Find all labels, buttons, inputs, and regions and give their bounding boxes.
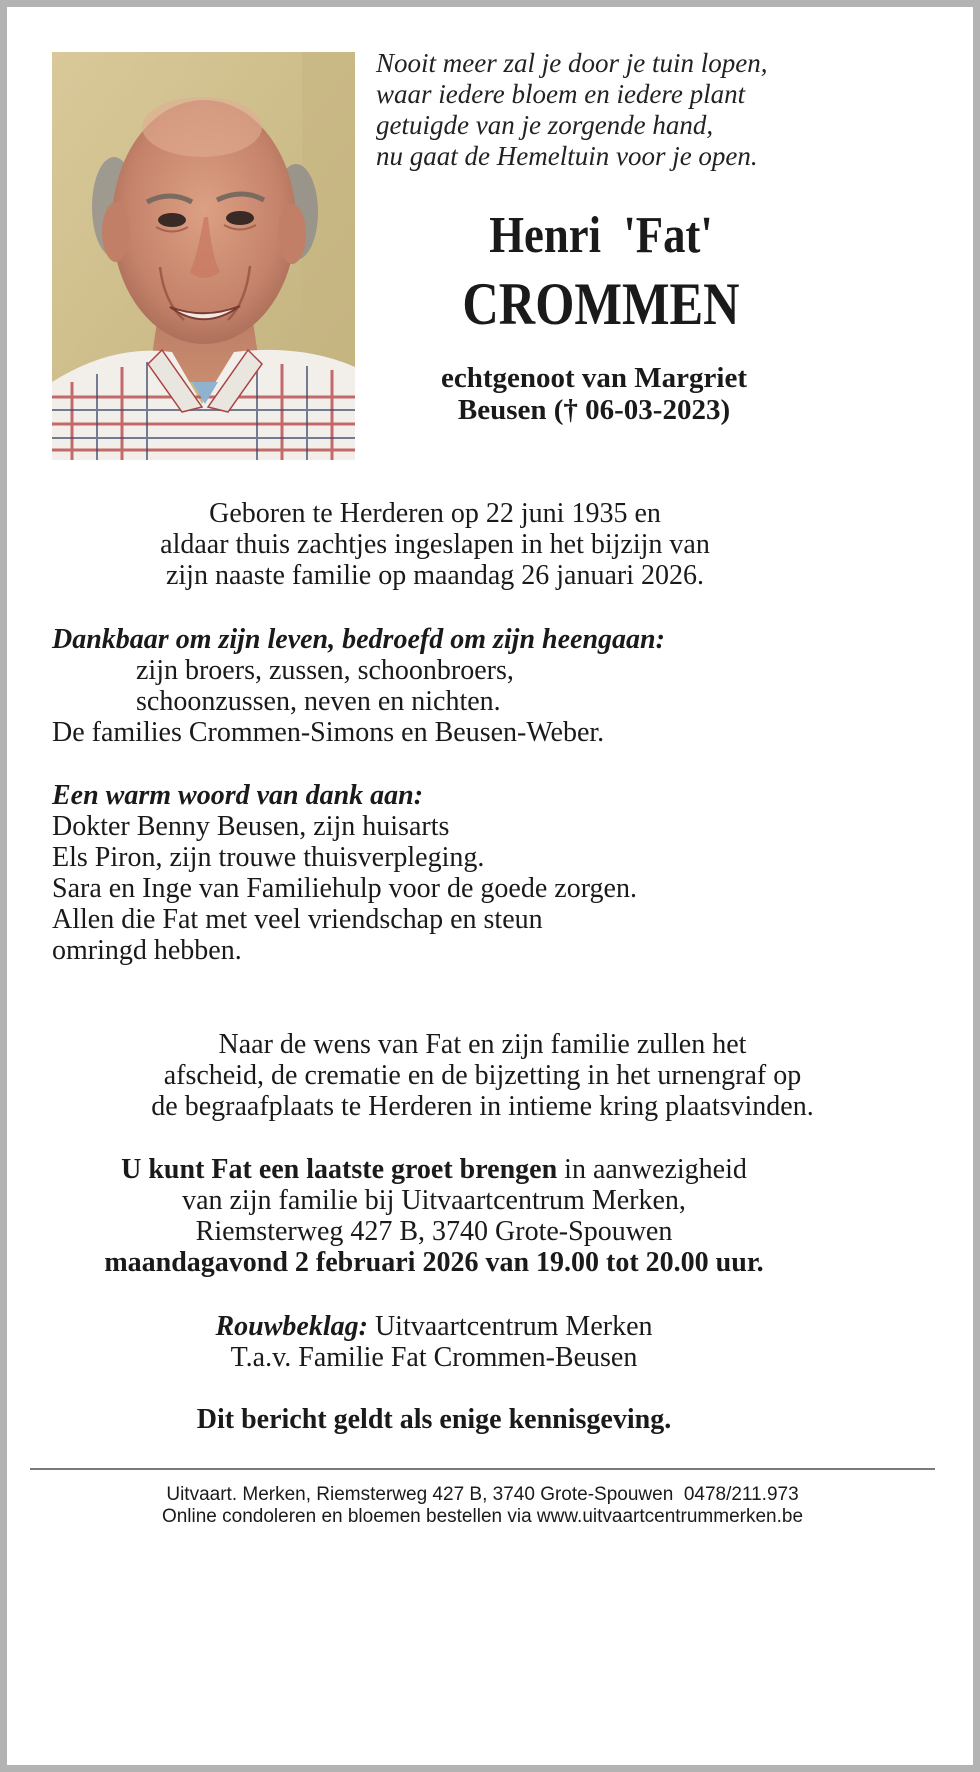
condolence-label: Rouwbeklag: (215, 1311, 368, 1342)
notice-text: Dit bericht geldt als enige kennisgeving. (196, 1404, 672, 1435)
farewell-line: Naar de wens van Fat en zijn familie zullen het (218, 1029, 747, 1060)
deceased-first-name: Henri 'Fat' (489, 207, 713, 264)
condolence-line: T.a.v. Familie Fat Crommen-Beusen (230, 1342, 638, 1373)
thanks-heading: Een warm woord van dank aan: (52, 780, 424, 811)
poem-line: waar iedere bloem en iedere plant (376, 79, 746, 109)
spouse-line: Beusen († 06-03-2023) (457, 394, 731, 426)
thanks-line: omringd hebben. (52, 935, 242, 966)
visitation-line (30, 1154, 838, 1185)
footer (30, 1484, 935, 1528)
footer-website[interactable]: Online condoleren en bloemen bestellen via www.uitvaartcentrummerken.be (161, 1506, 804, 1527)
visitation-when: maandagavond 2 februari 2026 van 19.00 tot 20.00 uur. (104, 1247, 764, 1278)
mourners-line: schoonzussen, neven en nichten. (136, 686, 501, 717)
mourners-section (52, 624, 932, 748)
condolence-rest: Uitvaartcentrum Merken (367, 1311, 653, 1342)
poem-line: Nooit meer zal je door je tuin lopen, (376, 48, 768, 78)
farewell-line: afscheid, de crematie en de bijzetting in het urnengraf op (163, 1060, 802, 1091)
mourners-line: zijn broers, zussen, schoonbroers, (136, 655, 514, 686)
spouse-info (376, 362, 812, 426)
poem-line: getuigde van je zorgende hand, (376, 110, 714, 140)
spouse-line: echtgenoot van Margriet (440, 362, 747, 394)
thanks-line: Els Piron, zijn trouwe thuisverpleging. (52, 842, 485, 873)
birth-death-line: zijn naaste familie op maandag 26 januari 2026. (165, 560, 705, 591)
visitation-line: Riemsterweg 427 B, 3740 Grote-Spouwen (195, 1216, 673, 1247)
condolence-line (30, 1311, 838, 1342)
birth-death-line: Geboren te Herderen op 22 juni 1935 en (209, 498, 661, 529)
condolence-text (30, 1311, 838, 1373)
poem-line: nu gaat de Hemeltuin voor je open. (376, 141, 758, 171)
thanks-line: Dokter Benny Beusen, zijn huisarts (52, 811, 450, 842)
visitation-text (30, 1154, 838, 1278)
portrait-photo (52, 52, 355, 460)
birth-death-line: aldaar thuis zachtjes ingeslapen in het bijzijn van (160, 529, 710, 560)
footer-divider (30, 1468, 935, 1470)
thanks-line: Sara en Inge van Familiehulp voor de goede zorgen. (52, 873, 637, 904)
visitation-line: van zijn familie bij Uitvaartcentrum Merken, (182, 1185, 686, 1216)
farewell-text (30, 1029, 935, 1122)
footer-address: Uitvaart. Merken, Riemsterweg 427 B, 3740 Grote-Spouwen 0478/211.973 (166, 1484, 799, 1505)
mourners-heading: Dankbaar om zijn leven, bedroefd om zijn heengaan: (52, 624, 665, 655)
birth-death-text (40, 498, 830, 591)
thanks-section (52, 780, 932, 966)
visitation-rest: in aanwezigheid (557, 1154, 747, 1185)
deceased-last-name: CROMMEN (462, 271, 740, 337)
mourners-families: De families Crommen-Simons en Beusen-Weber. (52, 717, 605, 748)
poem (376, 48, 936, 172)
visitation-lead: U kunt Fat een laatste groet brengen (121, 1154, 558, 1185)
farewell-line: de begraafplaats te Herderen in intieme kring plaatsvinden. (151, 1091, 814, 1122)
thanks-line: Allen die Fat met veel vriendschap en steun (52, 904, 543, 935)
